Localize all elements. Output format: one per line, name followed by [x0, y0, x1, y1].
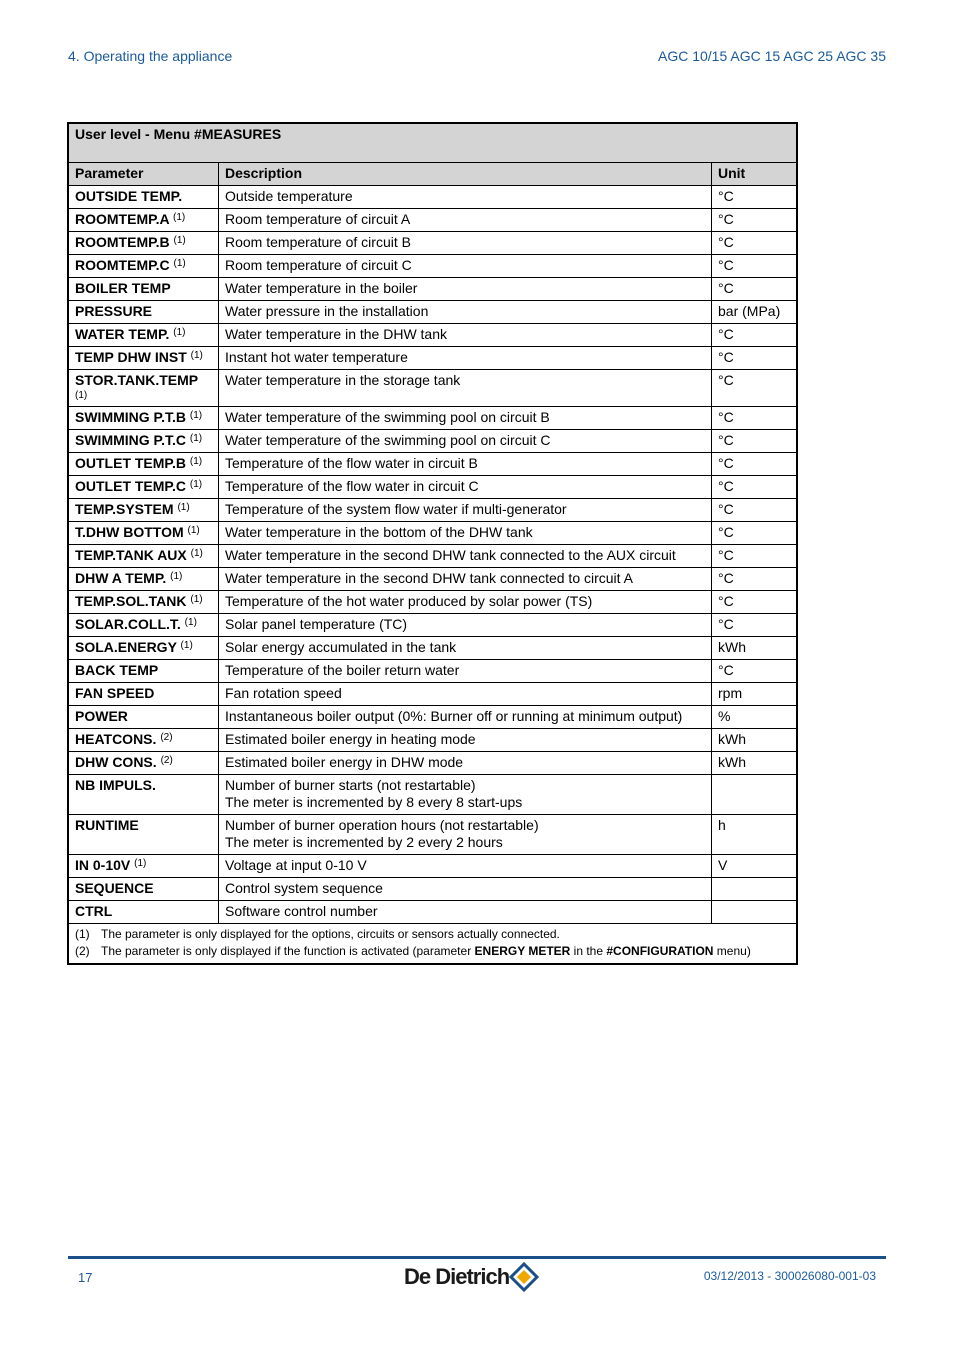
parameter-cell	[68, 591, 219, 614]
description-text: Number of burner starts (not restartable)	[225, 777, 476, 793]
parameter-cell	[68, 637, 219, 660]
description-text: Water temperature in the bottom of the DHW tank	[225, 524, 533, 540]
header-section-title: 4. Operating the appliance	[68, 48, 233, 64]
description-cell	[219, 752, 712, 775]
description-text: Water temperature of the swimming pool on circuit C	[225, 432, 551, 448]
column-header-unit: Unit	[712, 163, 798, 186]
description-text: Temperature of the hot water produced by solar power (TS)	[225, 593, 593, 609]
measures-table	[67, 122, 798, 965]
parameter-cell	[68, 775, 219, 815]
unit-cell: °C	[712, 186, 798, 209]
table-row	[68, 522, 797, 545]
table-row	[68, 775, 797, 815]
description-text: Instantaneous boiler output (0%: Burner off or running at minimum output)	[225, 708, 683, 724]
parameter-name: ROOMTEMP.C	[75, 257, 170, 273]
table-title: User level - Menu #MEASURES	[68, 123, 797, 163]
footnote-ref: (1)	[180, 640, 193, 651]
unit-cell: °C	[712, 324, 798, 347]
parameter-name: SEQUENCE	[75, 880, 154, 896]
footnote-ref: (2)	[160, 732, 173, 743]
description-cell	[219, 706, 712, 729]
description-cell	[219, 775, 712, 815]
parameter-cell	[68, 347, 219, 370]
parameter-cell	[68, 545, 219, 568]
parameter-cell	[68, 370, 219, 407]
description-cell	[219, 255, 712, 278]
description-cell	[219, 453, 712, 476]
description-text: Estimated boiler energy in heating mode	[225, 731, 476, 747]
description-text: Solar panel temperature (TC)	[225, 616, 408, 632]
description-cell	[219, 683, 712, 706]
description-text: Fan rotation speed	[225, 685, 342, 701]
parameter-cell	[68, 324, 219, 347]
footnote-ref: (1)	[190, 548, 203, 559]
description-cell	[219, 660, 712, 683]
description-cell	[219, 278, 712, 301]
unit-cell: °C	[712, 453, 798, 476]
footnote-ref: (1)	[75, 390, 88, 401]
parameter-name: DHW A TEMP.	[75, 570, 167, 586]
unit-cell: °C	[712, 545, 798, 568]
footnote-ref: (1)	[189, 479, 203, 490]
footnotes-row	[68, 924, 797, 965]
parameter-cell	[68, 499, 219, 522]
footnote-ref: (1)	[173, 235, 186, 246]
column-header-description: Description	[219, 163, 712, 186]
parameter-cell	[68, 407, 219, 430]
parameter-name: TEMP.TANK AUX	[75, 547, 187, 563]
unit-cell: °C	[712, 614, 798, 637]
table-row	[68, 614, 797, 637]
description-text: Temperature of the flow water in circuit B	[225, 455, 478, 471]
parameter-cell	[68, 301, 219, 324]
description-text: Number of burner operation hours (not restartable)	[225, 817, 539, 833]
unit-cell: °C	[712, 591, 798, 614]
footnote-text: The parameter is only displayed for the options, circuits or sensors actually connected.	[101, 927, 560, 941]
table-row	[68, 855, 797, 878]
parameter-name: T.DHW BOTTOM	[75, 524, 184, 540]
unit-cell: °C	[712, 347, 798, 370]
footnote-parameter-name: ENERGY METER	[474, 944, 571, 958]
parameter-name: BACK TEMP	[75, 662, 159, 678]
unit-cell: kWh	[712, 752, 798, 775]
description-text: Room temperature of circuit A	[225, 211, 411, 227]
unit-cell: °C	[712, 255, 798, 278]
unit-cell	[712, 775, 798, 815]
table-row	[68, 476, 797, 499]
table-row	[68, 301, 797, 324]
description-text: Room temperature of circuit B	[225, 234, 411, 250]
description-text: Instant hot water temperature	[225, 349, 408, 365]
description-cell	[219, 614, 712, 637]
column-header-parameter: Parameter	[68, 163, 219, 186]
parameter-name: PRESSURE	[75, 303, 153, 319]
table-row	[68, 660, 797, 683]
parameter-name: OUTSIDE TEMP.	[75, 188, 183, 204]
unit-cell: °C	[712, 522, 798, 545]
table-row	[68, 278, 797, 301]
footnote-number: (1)	[75, 927, 90, 941]
description-cell	[219, 637, 712, 660]
unit-cell: °C	[712, 407, 798, 430]
footnote-ref: (1)	[187, 525, 200, 536]
brand-logo-text: De Dietrich	[404, 1264, 510, 1289]
parameter-cell	[68, 815, 219, 855]
document-reference: 03/12/2013 - 300026080-001-03	[703, 1269, 876, 1283]
parameter-cell	[68, 476, 219, 499]
table-row	[68, 255, 797, 278]
table-row	[68, 324, 797, 347]
footnote-ref: (1)	[170, 571, 183, 582]
description-cell	[219, 545, 712, 568]
parameter-name: FAN SPEED	[75, 685, 155, 701]
table-row	[68, 370, 797, 407]
brand-logo	[404, 1258, 539, 1296]
unit-cell: %	[712, 706, 798, 729]
parameter-name: STOR.TANK.TEMP	[75, 372, 199, 388]
parameter-cell	[68, 614, 219, 637]
description-cell	[219, 209, 712, 232]
description-text: Solar energy accumulated in the tank	[225, 639, 457, 655]
parameter-name: HEATCONS.	[75, 731, 157, 747]
footnote-ref: (1)	[173, 327, 186, 338]
description-cell	[219, 301, 712, 324]
parameter-name: TEMP.SOL.TANK	[75, 593, 187, 609]
description-text: Estimated boiler energy in DHW mode	[225, 754, 464, 770]
description-cell	[219, 729, 712, 752]
description-text: Temperature of the system flow water if multi-generator	[225, 501, 567, 517]
parameter-name: OUTLET TEMP.C	[75, 478, 186, 494]
parameter-name: CTRL	[75, 903, 113, 919]
footnote-ref: (1)	[190, 350, 203, 361]
parameter-cell	[68, 855, 219, 878]
description-cell	[219, 855, 712, 878]
parameter-cell	[68, 706, 219, 729]
table-row	[68, 568, 797, 591]
unit-cell: °C	[712, 499, 798, 522]
parameter-cell	[68, 660, 219, 683]
table-row	[68, 499, 797, 522]
table-row	[68, 637, 797, 660]
footnote-ref: (1)	[189, 410, 203, 421]
description-cell	[219, 522, 712, 545]
unit-cell: °C	[712, 232, 798, 255]
table-title-row	[68, 123, 797, 163]
header-model-list: AGC 10/15 AGC 15 AGC 25 AGC 35	[657, 48, 886, 64]
parameter-name: RUNTIME	[75, 817, 139, 833]
description-cell	[219, 815, 712, 855]
footnote-ref: (1)	[134, 858, 147, 869]
footnote-text-part: menu)	[713, 944, 751, 958]
unit-cell: °C	[712, 430, 798, 453]
footnote-ref: (1)	[177, 502, 190, 513]
description-cell	[219, 347, 712, 370]
description-cell	[219, 901, 712, 924]
parameter-cell	[68, 255, 219, 278]
table-row	[68, 729, 797, 752]
table-row	[68, 683, 797, 706]
unit-cell: °C	[712, 476, 798, 499]
description-text: Water temperature in the second DHW tank connected to circuit A	[225, 570, 634, 586]
parameter-name: TEMP DHW INST	[75, 349, 187, 365]
unit-cell: °C	[712, 209, 798, 232]
unit-cell: kWh	[712, 637, 798, 660]
parameter-cell	[68, 430, 219, 453]
footnote-ref: (1)	[190, 594, 203, 605]
description-text: The meter is incremented by 2 every 2 hours	[225, 834, 503, 850]
unit-cell: °C	[712, 278, 798, 301]
table-row	[68, 232, 797, 255]
parameter-name: IN 0-10V	[75, 857, 131, 873]
description-text: Water temperature in the storage tank	[225, 372, 461, 388]
parameter-name: OUTLET TEMP.B	[75, 455, 186, 471]
description-cell	[219, 186, 712, 209]
footnote-number: (2)	[75, 944, 90, 958]
table-row	[68, 453, 797, 476]
footnote-text-part: The parameter is only displayed if the function is activated (parameter	[101, 944, 475, 958]
parameter-name: ROOMTEMP.B	[75, 234, 170, 250]
footnote-ref: (1)	[184, 617, 197, 628]
parameter-cell	[68, 683, 219, 706]
unit-cell: h	[712, 815, 798, 855]
parameter-name: POWER	[75, 708, 128, 724]
footnote-ref: (1)	[173, 258, 186, 269]
description-cell	[219, 499, 712, 522]
table-row	[68, 209, 797, 232]
unit-cell: V	[712, 855, 798, 878]
parameter-name: SWIMMING P.T.B	[75, 409, 186, 425]
table-row	[68, 347, 797, 370]
unit-cell	[712, 878, 798, 901]
parameter-cell	[68, 278, 219, 301]
parameter-cell	[68, 752, 219, 775]
footnote-ref: (2)	[160, 755, 173, 766]
description-cell	[219, 370, 712, 407]
description-text: Control system sequence	[225, 880, 383, 896]
table-row	[68, 186, 797, 209]
description-cell	[219, 407, 712, 430]
parameter-name: NB IMPULS.	[75, 777, 156, 793]
description-cell	[219, 591, 712, 614]
description-text: Temperature of the boiler return water	[225, 662, 460, 678]
parameter-cell	[68, 522, 219, 545]
parameter-cell	[68, 209, 219, 232]
description-text: Voltage at input 0-10 V	[225, 857, 367, 873]
footnote-text-part: in the	[570, 944, 607, 958]
table-row	[68, 591, 797, 614]
parameter-name: WATER TEMP.	[75, 326, 170, 342]
parameter-name: ROOMTEMP.A	[75, 211, 170, 227]
unit-cell: °C	[712, 370, 798, 407]
parameter-cell	[68, 453, 219, 476]
parameter-cell	[68, 878, 219, 901]
description-text: Water temperature of the swimming pool on circuit B	[225, 409, 550, 425]
description-text: Water temperature in the DHW tank	[225, 326, 448, 342]
table-row	[68, 752, 797, 775]
description-text: The meter is incremented by 8 every 8 start-ups	[225, 794, 523, 810]
description-text: Software control number	[225, 903, 378, 919]
parameter-cell	[68, 901, 219, 924]
description-cell	[219, 878, 712, 901]
description-text: Temperature of the flow water in circuit C	[225, 478, 479, 494]
table-row	[68, 430, 797, 453]
footnote-2	[75, 943, 790, 960]
unit-cell: kWh	[712, 729, 798, 752]
parameter-name: SOLAR.COLL.T.	[75, 616, 181, 632]
description-cell	[219, 232, 712, 255]
table-row	[68, 815, 797, 855]
footnotes-cell	[68, 924, 797, 965]
footnote-ref: (1)	[173, 212, 186, 223]
footnote-1	[75, 926, 790, 943]
parameter-cell	[68, 186, 219, 209]
table-row	[68, 901, 797, 924]
parameter-name: SOLA.ENERGY	[75, 639, 177, 655]
table-row	[68, 878, 797, 901]
parameter-cell	[68, 568, 219, 591]
footnote-ref: (1)	[189, 456, 203, 467]
description-text: Room temperature of circuit C	[225, 257, 412, 273]
page-number: 17	[78, 1270, 93, 1285]
parameter-name: SWIMMING P.T.C	[75, 432, 186, 448]
footnote-ref: (1)	[189, 433, 203, 444]
parameter-cell	[68, 729, 219, 752]
footnote-text	[101, 943, 751, 960]
parameter-name: TEMP.SYSTEM	[75, 501, 174, 517]
unit-cell: rpm	[712, 683, 798, 706]
description-cell	[219, 476, 712, 499]
description-cell	[219, 568, 712, 591]
unit-cell: bar (MPa)	[712, 301, 798, 324]
description-cell	[219, 430, 712, 453]
table-header-row	[68, 163, 797, 186]
description-text: Water temperature in the second DHW tank connected to the AUX circuit	[225, 547, 676, 563]
unit-cell: °C	[712, 568, 798, 591]
table-row	[68, 407, 797, 430]
table-row	[68, 706, 797, 729]
table-row	[68, 545, 797, 568]
brand-diamond-icon	[509, 1262, 539, 1292]
parameter-name: DHW CONS.	[75, 754, 157, 770]
parameter-name: BOILER TEMP	[75, 280, 171, 296]
description-text: Water temperature in the boiler	[225, 280, 418, 296]
unit-cell	[712, 901, 798, 924]
description-text: Water pressure in the installation	[225, 303, 429, 319]
footnote-menu-name: #CONFIGURATION	[606, 944, 714, 958]
description-text: Outside temperature	[225, 188, 353, 204]
unit-cell: °C	[712, 660, 798, 683]
description-cell	[219, 324, 712, 347]
parameter-cell	[68, 232, 219, 255]
